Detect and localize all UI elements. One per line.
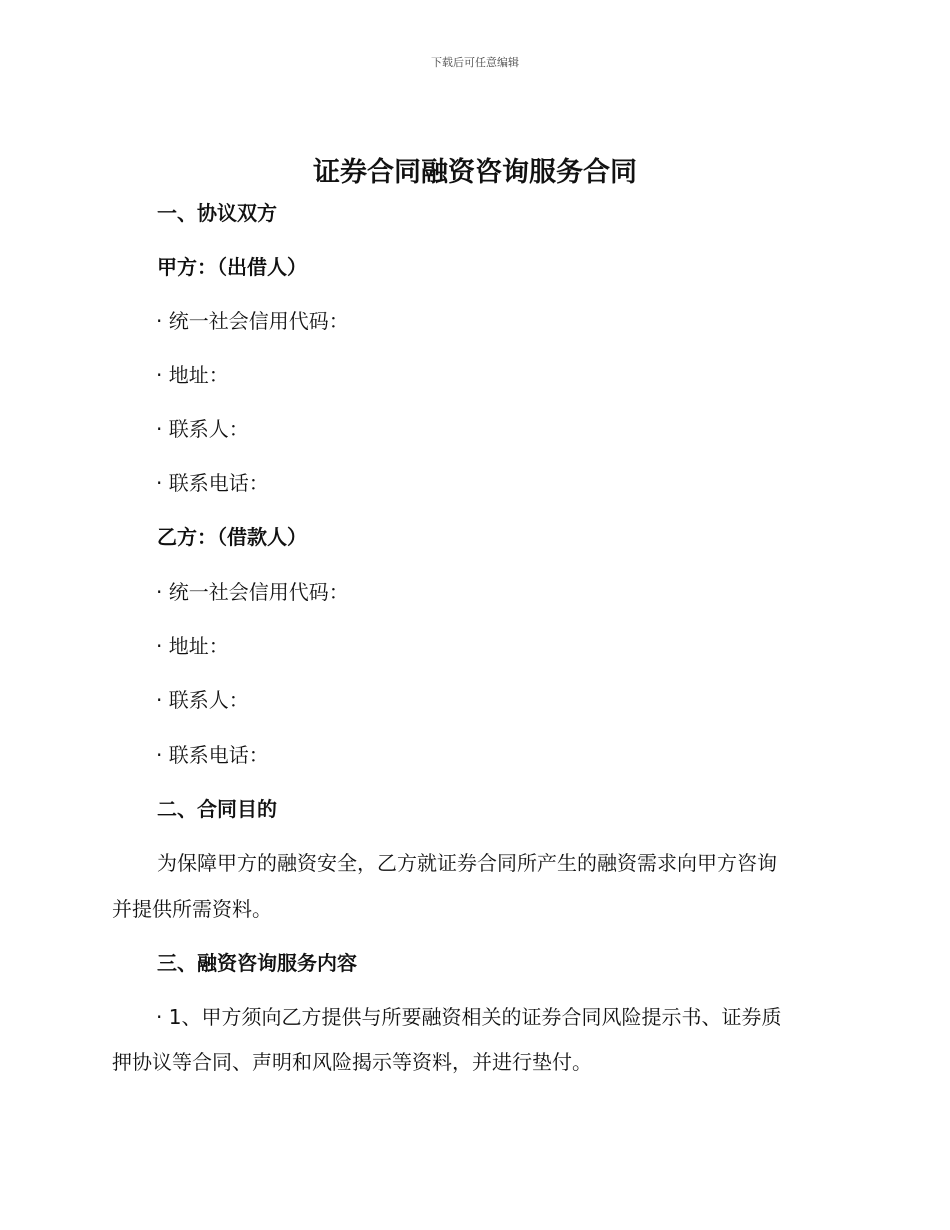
party-b-credit-code-field: · 统一社会信用代码：: [156, 580, 349, 604]
document-title: 证券合同融资咨询服务合同: [313, 157, 637, 188]
section-heading-service-content: 三、融资咨询服务内容: [157, 951, 357, 975]
party-b-heading: 乙方：（借款人）: [157, 525, 307, 549]
party-b-phone-field: · 联系电话：: [156, 743, 269, 767]
purpose-paragraph-line-1: 为保障甲方的融资安全，乙方就证券合同所产生的融资需求向甲方咨询: [157, 851, 777, 875]
service-item-1-line-2: 押协议等合同、声明和风险揭示等资料，并进行垫付。: [112, 1050, 592, 1074]
party-b-contact-field: · 联系人：: [156, 688, 249, 712]
party-a-contact-field: · 联系人：: [156, 417, 249, 441]
service-item-1-line-1: · 1、甲方须向乙方提供与所要融资相关的证券合同风险提示书、证券质: [156, 1005, 782, 1029]
party-a-phone-field: · 联系电话：: [156, 471, 269, 495]
purpose-paragraph-line-2: 并提供所需资料。: [112, 897, 272, 921]
party-b-address-field: · 地址：: [156, 634, 229, 658]
party-a-heading: 甲方：（出借人）: [157, 255, 307, 279]
section-heading-purpose: 二、合同目的: [157, 797, 277, 821]
header-note: 下载后可任意编辑: [431, 56, 519, 69]
section-heading-parties: 一、协议双方: [157, 201, 277, 225]
party-a-address-field: · 地址：: [156, 363, 229, 387]
party-a-credit-code-field: · 统一社会信用代码：: [156, 309, 349, 333]
